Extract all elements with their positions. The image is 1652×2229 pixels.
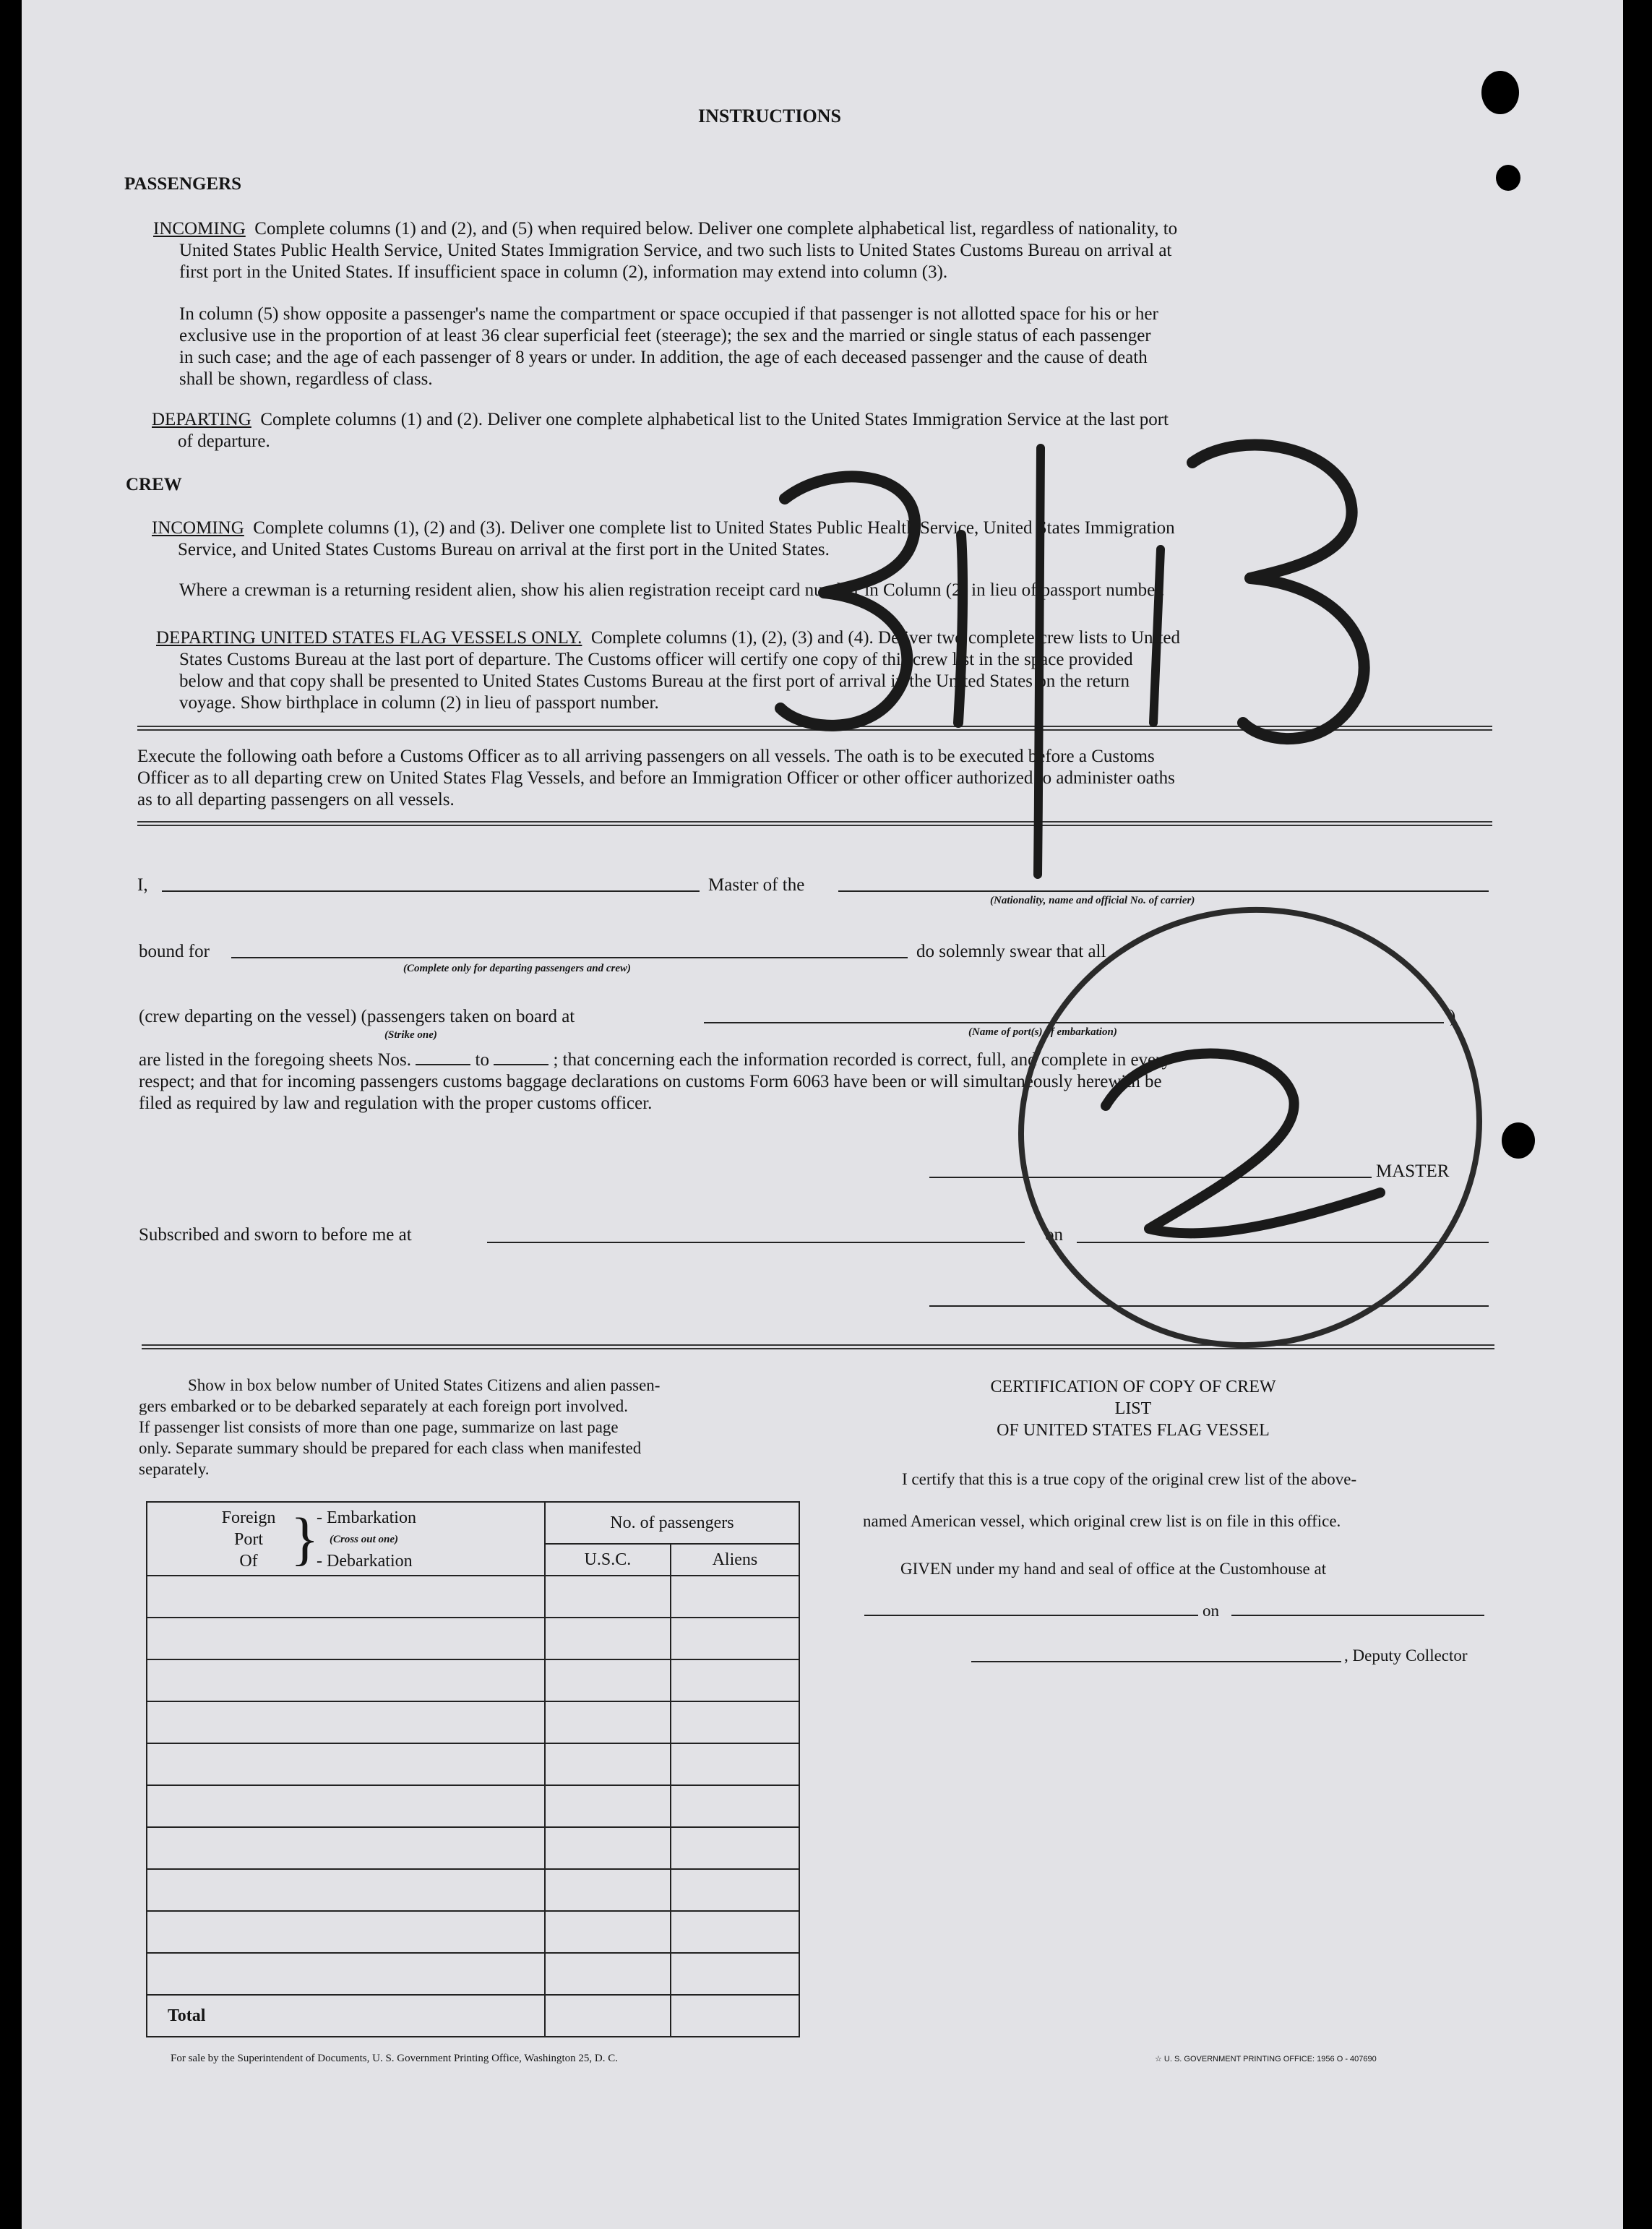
certify-line-2: named American vessel, which original crew list is on file in this office.	[863, 1512, 1341, 1530]
summary-line-5: separately.	[139, 1460, 210, 1478]
summary-line-4: only. Separate summary should be prepared for each class when manifested	[139, 1439, 642, 1457]
bound-for-caption: (Complete only for departing passengers and crew)	[403, 963, 631, 974]
certification-heading-line-1: CERTIFICATION OF COPY OF CREW LIST	[990, 1378, 1276, 1418]
footer-left: For sale by the Superintendent of Documents, U. S. Government Printing Office, Washington 25, D. C.	[171, 2053, 618, 2064]
deputy-collector-label: , Deputy Collector	[1344, 1646, 1468, 1665]
cross-out-caption: (Cross out one)	[330, 1534, 399, 1545]
close-paren: )	[1450, 1007, 1456, 1026]
passengers-departing-line-2: of departure.	[178, 431, 270, 451]
given-line: GIVEN under my hand and seal of office at the Customhouse at	[900, 1560, 1327, 1578]
listed-suffix: ; that concerning each the information recorded is correct, full, and complete in every	[553, 1050, 1171, 1070]
swear-label: do solemnly swear that all	[916, 942, 1106, 961]
certification-heading-line-2: OF UNITED STATES FLAG VESSEL	[997, 1421, 1270, 1440]
subscribed-label: Subscribed and sworn to before me at	[139, 1225, 412, 1245]
column5-line-2: exclusive use in the proportion of at least 36 clear superficial feet (steerage); the sex and the married or single status of each passenger	[179, 326, 1151, 345]
certify-line-1: I certify that this is a true copy of the original crew list of the above-	[902, 1470, 1357, 1488]
passengers-incoming-line-1: Complete columns (1) and (2), and (5) when required below. Deliver one complete alphabetical list, regardless of nationality, to	[254, 219, 1178, 239]
passengers-incoming-line-3: first port in the United States. If insufficient space in column (2), information may extend into column (3).	[179, 262, 948, 282]
master-label: MASTER	[1376, 1161, 1450, 1181]
crew-incoming-label: INCOMING	[152, 518, 244, 538]
crew-departing-label: DEPARTING UNITED STATES FLAG VESSELS ONLY.	[156, 628, 582, 648]
listed-prefix: are listed in the foregoing sheets Nos.	[139, 1050, 411, 1070]
aliens-header: Aliens	[671, 1544, 799, 1576]
summary-line-1: Show in box below number of United States Citizens and alien passen-	[188, 1376, 661, 1394]
debarkation-option: - Debarkation	[317, 1552, 413, 1571]
summary-line-2: gers embarked or to be debarked separately at each foreign port involved.	[139, 1397, 628, 1415]
usc-header: U.S.C.	[545, 1544, 671, 1576]
crew-departing-line-1: Complete columns (1), (2), (3) and (4). Deliver two complete crew lists to United	[590, 628, 1180, 648]
crew-incoming-line-2: Service, and United States Customs Bureau on arrival at the first port in the United States.	[178, 540, 830, 559]
oath-intro-line-1: Execute the following oath before a Customs Officer as to all arriving passengers on all vessels. The oath is to be executed before a Customs	[137, 747, 1155, 766]
crew-returning-line: Where a crewman is a returning resident alien, show his alien registration receipt card number in Column (2) in lieu of passport number.	[179, 580, 1165, 600]
brace-icon: }	[291, 1506, 319, 1571]
filed-line: filed as required by law and regulation with the proper customs officer.	[139, 1094, 653, 1113]
embarkation-option: - Embarkation	[317, 1508, 416, 1527]
passengers-departing-label: DEPARTING	[152, 410, 251, 429]
column5-line-3: in such case; and the age of each passenger of 8 years or under. In addition, the age of each deceased passenger and the cause of death	[179, 348, 1148, 367]
page-title: INSTRUCTIONS	[698, 106, 841, 126]
bound-for-label: bound for	[139, 942, 210, 961]
total-label: Total	[168, 2006, 206, 2025]
hand-digit-1	[1038, 448, 1041, 875]
passengers-incoming-line-2: United States Public Health Service, United States Immigration Service, and two such lists to United States Customs Bureau on arrival at	[179, 241, 1172, 260]
no-of-passengers-header: No. of passengers	[545, 1502, 799, 1544]
master-i-label: I,	[137, 875, 148, 895]
sworn-on-label: on	[1045, 1225, 1063, 1245]
oath-intro-line-2: Officer as to all departing crew on United States Flag Vessels, and before an Immigration Officer or other officer authorized to administer oaths	[137, 768, 1175, 788]
listed-to: to	[475, 1050, 489, 1070]
crew-departing-line-2: States Customs Bureau at the last port of departure. The Customs officer will certify one copy of this crew list in the space provided	[179, 650, 1133, 669]
circle-mark	[975, 862, 1526, 1393]
port-header-foreign: Foreign	[221, 1508, 276, 1527]
hand-slash-left	[958, 535, 963, 723]
strike-caption: (Strike one)	[384, 1029, 437, 1041]
oath-intro-line-3: as to all departing passengers on all vessels.	[137, 790, 455, 809]
passengers-departing-line-1: Complete columns (1) and (2). Deliver one complete alphabetical list to the United States Immigration Service at the last port	[260, 410, 1169, 429]
crew-incoming-line-1: Complete columns (1), (2) and (3). Deliver one complete list to United States Public Health Service, United States Immigration	[253, 518, 1175, 538]
crew-departing-line-3: below and that copy shall be presented to United States Customs Bureau at the first port of arrival in the United States on the return	[179, 671, 1130, 691]
carrier-caption: (Nationality, name and official No. of carrier)	[990, 895, 1195, 906]
hand-slash-right	[1153, 549, 1161, 723]
passengers-incoming-label: INCOMING	[153, 219, 246, 239]
footer-right: ☆ U. S. GOVERNMENT PRINTING OFFICE: 1956 O - 407690	[1155, 2055, 1377, 2063]
form-page	[22, 0, 1623, 2229]
handwritten-page-number	[22, 0, 1623, 2229]
column5-line-1: In column (5) show opposite a passenger's name the compartment or space occupied if that passenger is not allotted space for his or her	[179, 304, 1158, 324]
certification-on-label: on	[1203, 1602, 1219, 1620]
column5-line-4: shall be shown, regardless of class.	[179, 369, 433, 389]
respect-line: respect; and that for incoming passengers customs baggage declarations on customs Form 6063 have been or will simultaneously herewith be	[139, 1072, 1162, 1091]
hand-digit-3-right	[1192, 445, 1364, 739]
port-header-of: Of	[239, 1552, 258, 1571]
port-header-port: Port	[233, 1530, 263, 1549]
hand-digit-3-left	[780, 476, 915, 725]
master-of-label: Master of the	[708, 875, 805, 895]
ports-caption: (Name of port(s) of embarkation)	[968, 1026, 1117, 1038]
hand-digit-2	[1106, 1054, 1380, 1234]
summary-line-3: If passenger list consists of more than one page, summarize on last page	[139, 1418, 619, 1436]
crew-departing-line-4: voyage. Show birthplace in column (2) in lieu of passport number.	[179, 693, 659, 713]
passengers-heading: PASSENGERS	[124, 174, 242, 194]
crew-heading: CREW	[126, 475, 182, 494]
crew-passengers-label: (crew departing on the vessel) (passengers taken on board at	[139, 1007, 575, 1026]
